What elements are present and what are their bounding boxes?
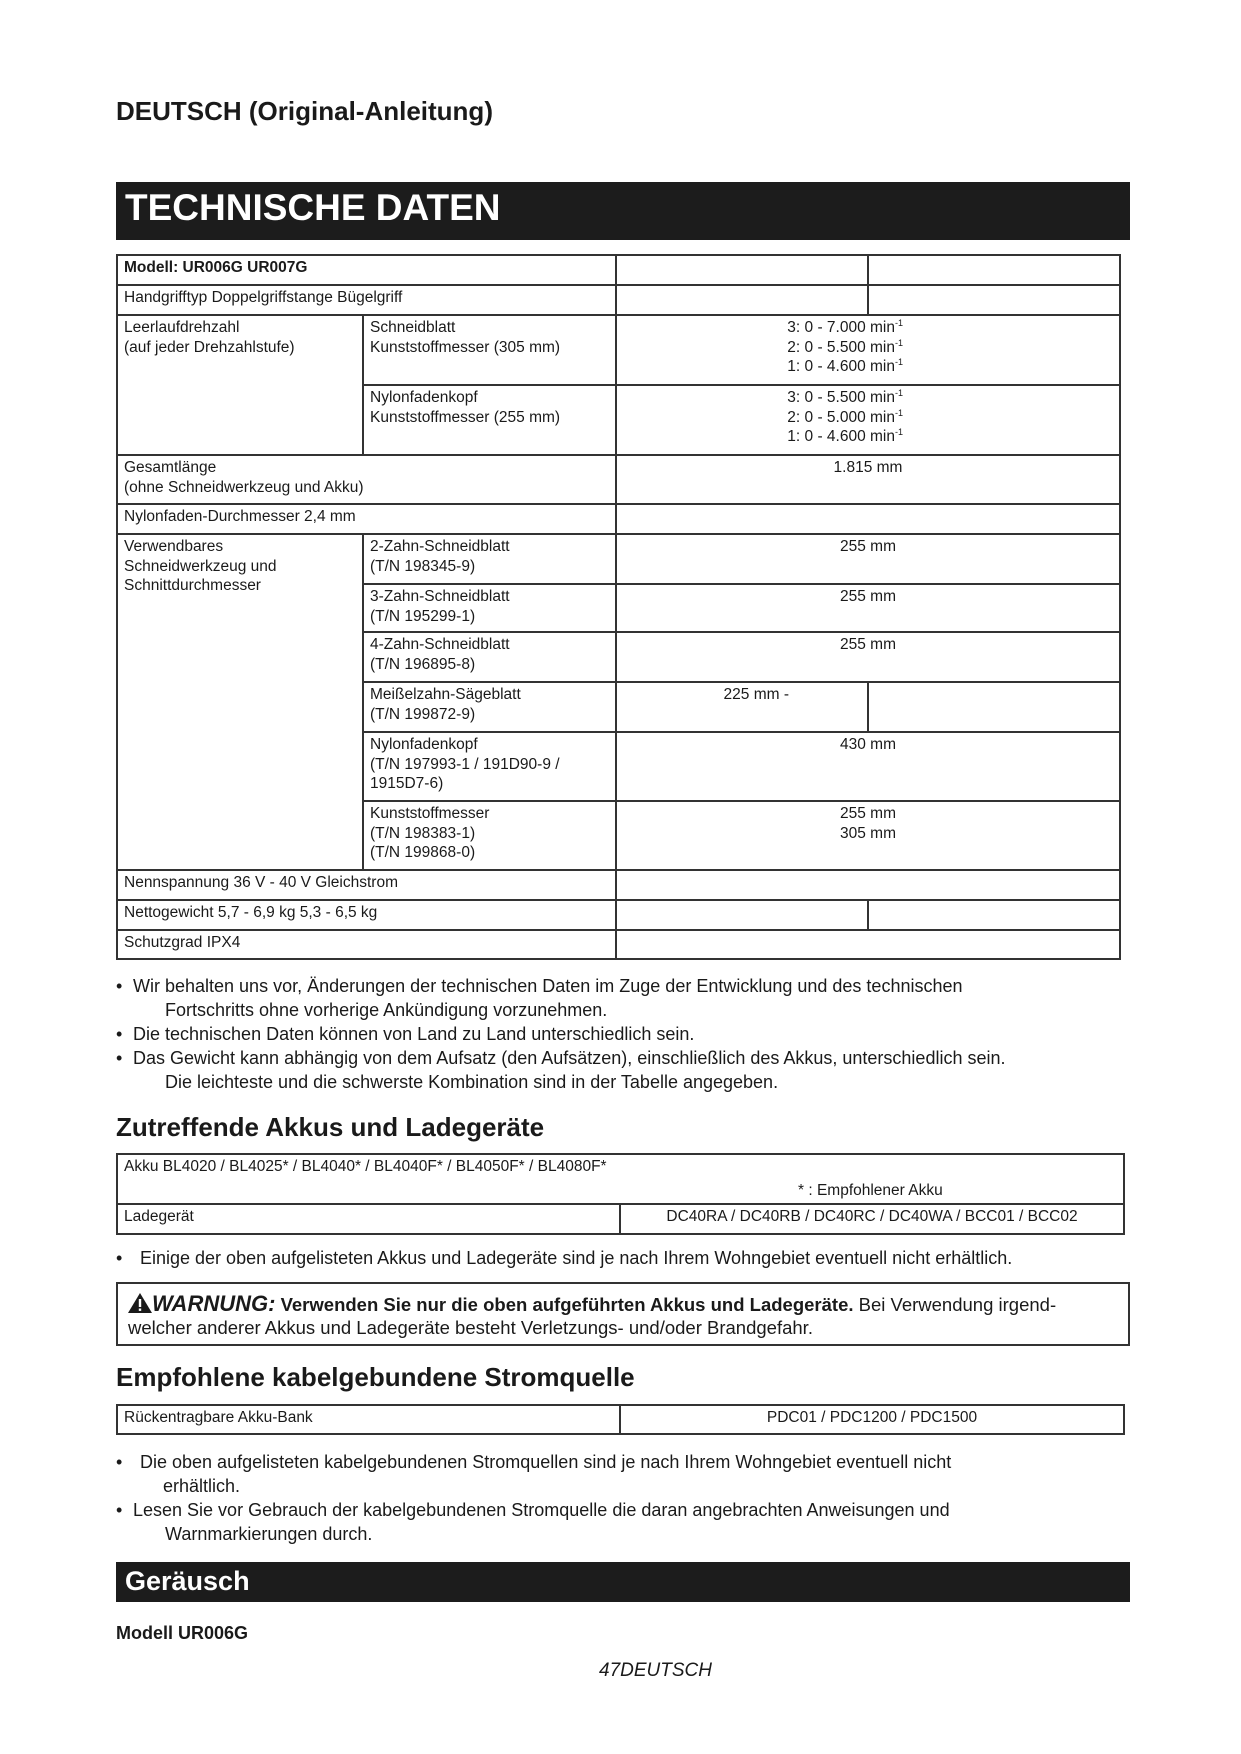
empty-cell [868,285,1120,315]
nylon-diameter-cell: Nylonfaden-Durchmesser 2,4 mm [117,504,616,534]
empty-cell [616,504,1120,534]
note-item: • Lesen Sie vor Gebrauch der kabelgebundenen Stromquelle die daran angebrachten Anweisungen und Warnmarkierungen durch. [116,1500,950,1544]
tool-diameter: 225 mm - [616,682,868,732]
warning-bold-text: Verwenden Sie nur die oben aufgeführten Akkus und Ladegeräte. [280,1294,854,1315]
battery-notes-list [116,1246,1136,1270]
tool-name: Nylonfadenkopf (T/N 197993-1 / 191D90-9 / 1915D7-6) [363,732,616,801]
warning-text: Bei Verwendung irgend- [858,1294,1057,1315]
section-banner-technical-data: TECHNISCHE DATEN [116,182,1130,240]
charger-value: DC40RA / DC40RB / DC40RC / DC40WA / BCC01 / BCC02 [620,1204,1124,1234]
warning-triangle-icon [128,1293,152,1313]
idle-blade-label: Schneidblatt Kunststoffmesser (305 mm) [363,315,616,385]
empty-cell [868,682,1120,732]
warning-text-continued: welcher anderer Akkus und Ladegeräte besteht Verletzungs- und/oder Brandgefahr. [128,1317,813,1338]
note-item: • Die technischen Daten können von Land zu Land unterschiedlich sein. [116,1024,695,1044]
power-source-section-title: Empfohlene kabelgebundene Stromquelle [116,1362,635,1392]
model-cell: Modell: UR006G UR007G [117,255,616,285]
total-length-label: Gesamtlänge (ohne Schneidwerkzeug und Akku) [117,455,616,504]
spec-notes-list [116,974,1136,1094]
tool-diameter: 255 mm [616,632,1120,682]
note-item: • Einige der oben aufgelisteten Akkus und Ladegeräte sind je nach Ihrem Wohngebiet eventuell nicht erhältlich. [116,1248,1013,1268]
idle-nylon-label: Nylonfadenkopf Kunststoffmesser (255 mm) [363,385,616,455]
power-source-notes-list [116,1450,1136,1546]
section-banner-noise: Geräusch [116,1562,1130,1602]
battery-list-cell [117,1154,1124,1204]
tool-name: 3-Zahn-Schneidblatt (T/N 195299-1) [363,584,616,632]
idle-blade-values: 3: 0 - 7.000 $\min^{-1}$ 2: 0 - 5.500 $\min^{-1}$ 1: 0 - 4.600 $\min^{-1}$ [616,315,1120,385]
tool-name: Kunststoffmesser (T/N 198383-1) (T/N 199868-0) [363,801,616,870]
power-source-value: PDC01 / PDC1200 / PDC1500 [620,1405,1124,1434]
total-length-value: 1.815 mm [616,455,1120,504]
empty-cell [616,930,1120,959]
technical-data-table [116,254,1121,960]
power-source-table [116,1404,1125,1435]
note-item: • Wir behalten uns vor, Änderungen der technischen Daten im Zuge der Entwicklung und des technischen Fortschritts ohne vorherige Ankündigung vorzunehmen. [116,976,963,1020]
charger-label: Ladegerät [117,1204,620,1234]
battery-section-title: Zutreffende Akkus und Ladegeräte [116,1112,545,1142]
document-language-header: DEUTSCH (Original-Anleitung) [116,96,493,126]
rated-voltage-cell: Nennspannung 36 V - 40 V Gleichstrom [117,870,616,900]
tool-diameter: 255 mm 305 mm [616,801,1120,870]
tool-diameter: 255 mm [616,584,1120,632]
note-item: • Die oben aufgelisteten kabelgebundenen Stromquellen sind je nach Ihrem Wohngebiet eventuell nicht erhältlich. [116,1452,952,1496]
tool-name: 4-Zahn-Schneidblatt (T/N 196895-8) [363,632,616,682]
tool-diameter: 255 mm [616,534,1120,584]
tool-name: 2-Zahn-Schneidblatt (T/N 198345-9) [363,534,616,584]
tool-name: Meißelzahn-Sägeblatt (T/N 199872-9) [363,682,616,732]
power-source-label: Rückentragbare Akku-Bank [117,1405,620,1434]
idle-nylon-values: 3: 0 - 5.500 $\min^{-1}$ 2: 0 - 5.000 $\min^{-1}$ 1: 0 - 4.600 $\min^{-1}$ [616,385,1120,455]
battery-list: Akku BL4020 / BL4025* / BL4040* / BL4040F* / BL4050F* / BL4080F* [124,1158,607,1175]
idle-speed-label: Leerlaufdrehzahl (auf jeder Drehzahlstufe) [117,315,363,455]
empty-cell [616,255,868,285]
cutting-tool-label: Verwendbares Schneidwerkzeug und Schnittdurchmesser [117,534,363,870]
handle-type-cell: Handgrifftyp Doppelgriffstange Bügelgriff [117,285,616,315]
note-item: • Das Gewicht kann abhängig von dem Aufsatz (den Aufsätzen), einschließlich des Akkus, unterschiedlich sein. Die leichteste und die schwerste Kombination sind in der Tabelle angegeben. [116,1048,1006,1092]
protection-class-cell: Schutzgrad IPX4 [117,930,616,959]
battery-table [116,1153,1125,1235]
empty-cell [616,285,868,315]
empty-cell [616,900,868,930]
warning-label: WARNUNG: [152,1291,276,1316]
warning-box [116,1282,1130,1346]
net-weight-cell: Nettogewicht 5,7 - 6,9 kg 5,3 - 6,5 kg [117,900,616,930]
empty-cell [868,255,1120,285]
noise-model-label: Modell UR006G [116,1623,249,1643]
empty-cell [868,900,1120,930]
tool-diameter: 430 mm [616,732,1120,801]
empty-cell [616,870,1120,900]
recommended-battery-note: * : Empfohlener Akku [798,1182,943,1199]
page-number: 47DEUTSCH [599,1660,712,1681]
